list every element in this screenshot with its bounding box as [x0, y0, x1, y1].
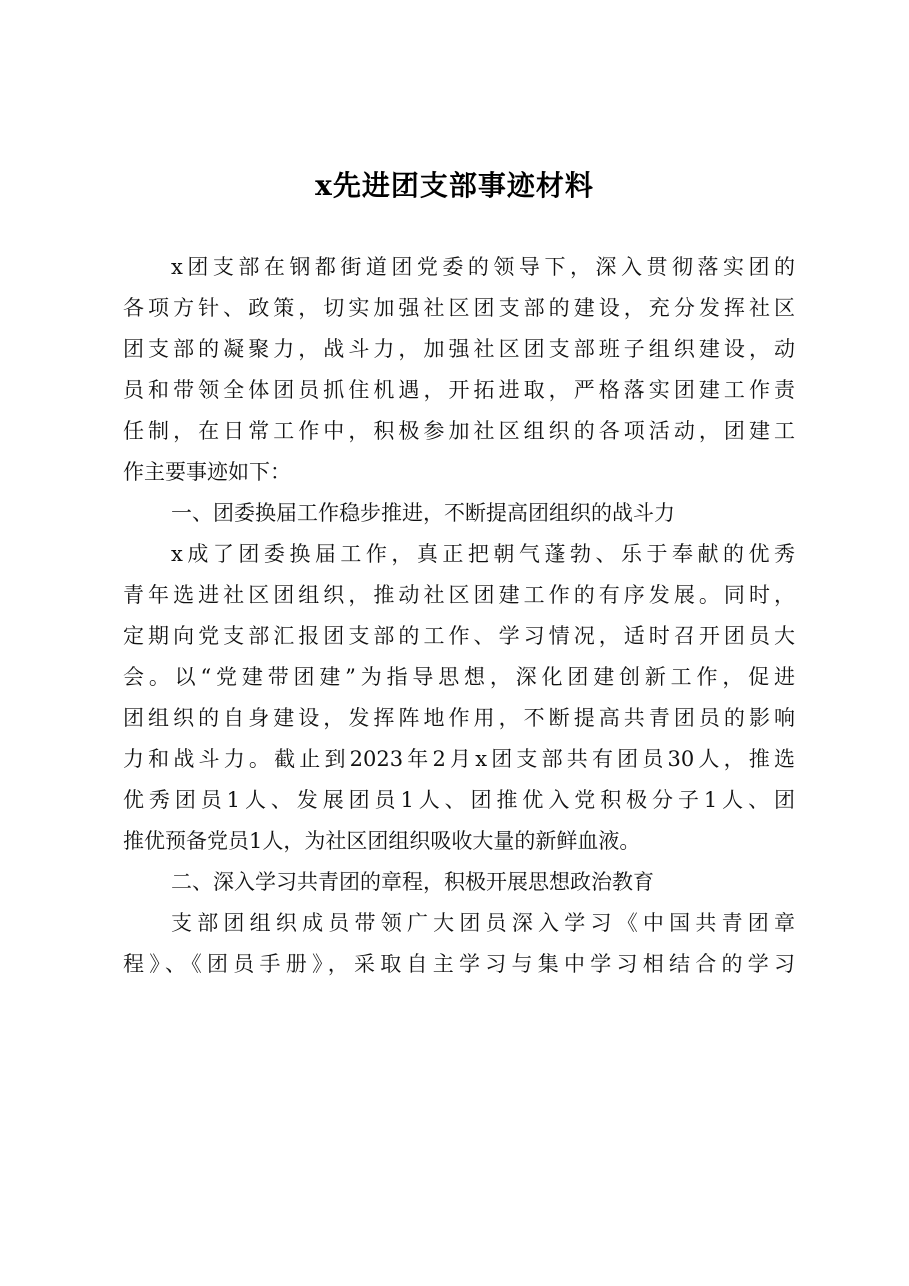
paragraph-line: x成了团委换届工作，真正把朝气蓬勃、乐于奉献的优秀 — [171, 542, 795, 566]
paragraph-line: 程》、《团员手册》，采取自主学习与集中学习相结合的学习 — [123, 952, 795, 976]
paragraph-line: 团组织的自身建设，发挥阵地作用，不断提高共青团员的影响 — [123, 706, 795, 730]
paragraph-line: 作主要事迹如下： — [123, 460, 291, 484]
document-body — [123, 247, 795, 985]
paragraph-line: 会。以“党建带团建”为指导思想，深化团建创新工作，促进 — [123, 665, 795, 689]
paragraph-line: 推优预备党员1人，为社区团组织吸收大量的新鲜血液。 — [123, 829, 641, 853]
paragraph-line: 团支部的凝聚力，战斗力，加强社区团支部班子组织建设，动 — [123, 337, 795, 361]
document-title: x先进团支部事迹材料 — [315, 169, 594, 202]
section-heading: 一、团委换届工作稳步推进，不断提高团组织的战斗力 — [171, 501, 675, 525]
paragraph-line: 支部团组织成员带领广大团员深入学习《中国共青团章 — [171, 911, 795, 935]
paragraph-line: 力和战斗力。截止到2023年2月x团支部共有团员30人，推选 — [123, 747, 795, 771]
paragraph-line: x团支部在钢都街道团党委的领导下，深入贯彻落实团的 — [171, 255, 795, 279]
paragraph-line: 优秀团员1人、发展团员1人、团推优入党积极分子1人、团 — [123, 788, 795, 812]
paragraph-line: 定期向党支部汇报团支部的工作、学习情况，适时召开团员大 — [123, 624, 795, 648]
paragraph-line: 青年选进社区团组织，推动社区团建工作的有序发展。同时， — [123, 583, 795, 607]
section-heading: 二、深入学习共青团的章程，积极开展思想政治教育 — [171, 870, 654, 894]
paragraph-line: 任制，在日常工作中，积极参加社区组织的各项活动，团建工 — [123, 419, 795, 443]
paragraph-line: 员和带领全体团员抓住机遇，开拓进取，严格落实团建工作责 — [123, 378, 795, 402]
paragraph-line: 各项方针、政策，切实加强社区团支部的建设，充分发挥社区 — [123, 296, 795, 320]
